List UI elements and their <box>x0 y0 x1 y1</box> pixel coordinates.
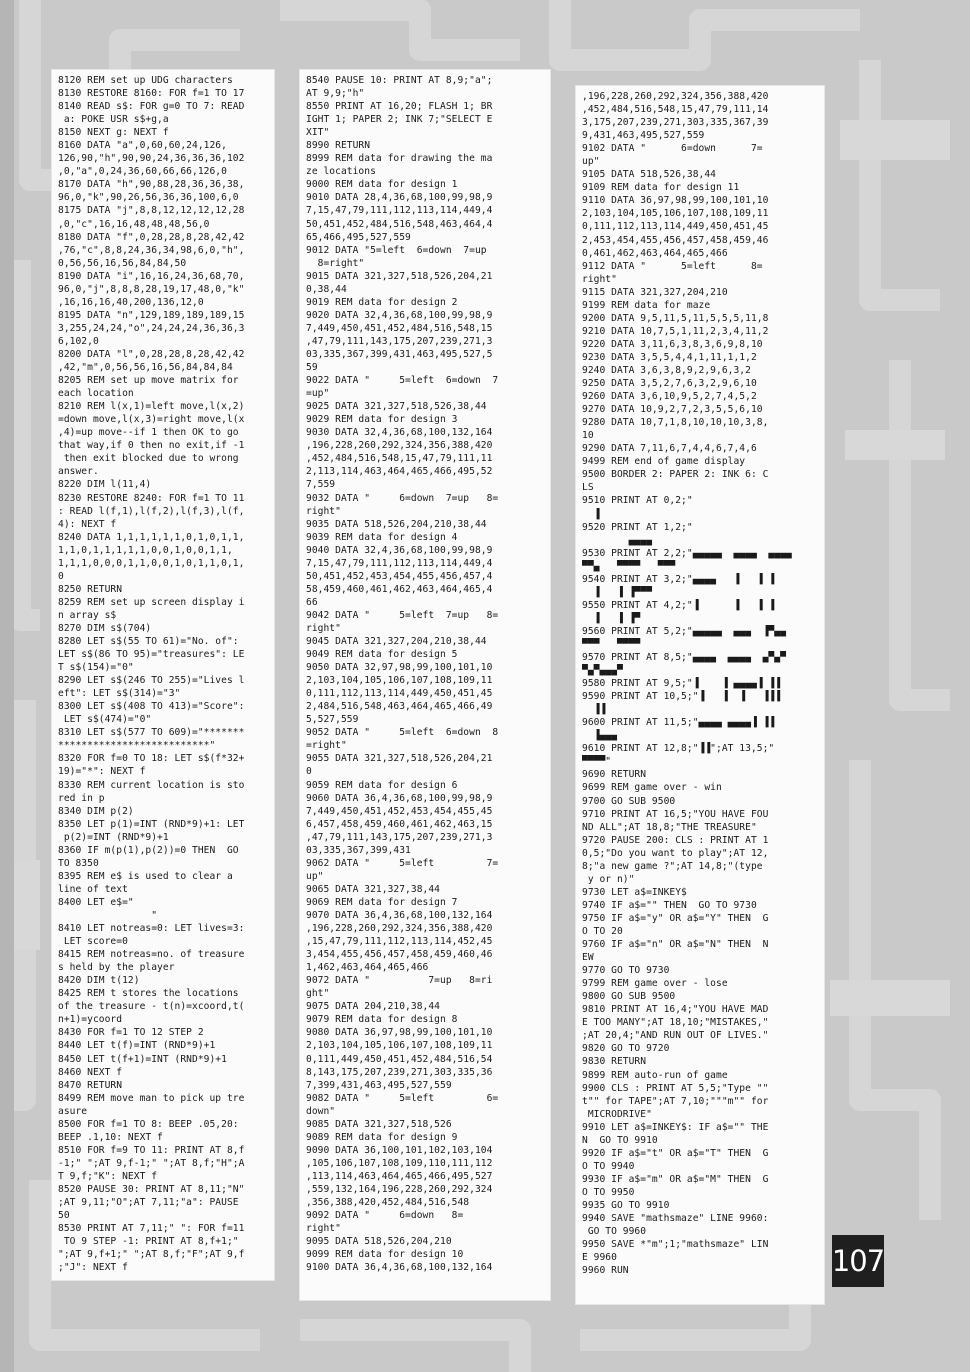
code-line: 9059 REM data for design 6 <box>306 779 458 791</box>
code-line: XIT" <box>306 127 330 139</box>
code-line: 7,449,450,451,452,484,516,548,15 <box>306 322 493 334</box>
code-line: 8230 RESTORE 8240: FOR f=1 TO 11 <box>58 492 245 504</box>
code-line: ,0,"a",0,24,36,60,66,66,126,0 <box>58 166 227 178</box>
code-line: ,0,"c",16,16,48,48,48,56,0 <box>58 218 210 230</box>
code-line: 9910 LET a$=INKEY$: IF a$="" THE <box>582 1121 769 1133</box>
code-line: ND ALL";AT 18,8;"THE TREASURE" <box>582 821 757 833</box>
code-line: 9,431,463,495,527,559 <box>582 130 705 142</box>
code-line: E TOO MANY";AT 18,10;"MISTAKES," <box>582 1017 769 1029</box>
code-line: 9900 CLS : PRINT AT 5,5;"Type "" <box>582 1082 769 1094</box>
code-line: 8400 LET e$=" <box>58 896 134 908</box>
code-line: 9950 SAVE *"m";1;"mathsmaze" LIN <box>582 1239 769 1251</box>
code-line: 9699 REM game over - win <box>582 782 722 794</box>
code-line: 8499 REM move man to pick up tre <box>58 1092 245 1104</box>
code-line: E 9960 <box>582 1252 617 1264</box>
code-line: 9040 DATA 32,4,36,68,100,99,98,9 <box>306 544 493 556</box>
code-line: 9610 PRINT AT 12,8;"▐▐";AT 13,5;" <box>582 743 775 755</box>
code-line: 9100 DATA 36,4,36,68,100,132,164 <box>306 1262 493 1274</box>
code-line: 6,457,458,459,460,461,462,463,15 <box>306 818 493 830</box>
code-line: LET score=0 <box>58 936 128 948</box>
code-line: 03,335,367,399,431,463,495,527,5 <box>306 348 493 360</box>
code-line: 9000 REM data for design 1 <box>306 179 458 191</box>
code-line: 9105 DATA 518,526,38,44 <box>582 169 716 181</box>
code-line: p(2)=INT (RND*9)+1 <box>58 831 169 843</box>
code-line: 1,1,0,1,1,1,1,1,0,0,1,0,0,1,1, <box>58 544 233 556</box>
code-line: eft": LET s$(314)="3" <box>58 688 181 700</box>
code-line: 8,143,175,207,239,271,303,335,36 <box>306 1066 493 1078</box>
code-line: 9042 DATA " 5=left 7=up 8= <box>306 609 499 621</box>
code-line: 9600 PRINT AT 11,5;"▄▄▄▄ ▄▄▄▄▐ ▐▐ <box>582 717 775 729</box>
code-line: 9039 REM data for design 4 <box>306 531 458 543</box>
code-line: IGHT 1; PAPER 2; INK 7;"SELECT E <box>306 114 493 126</box>
code-line: 9070 DATA 36,4,36,68,100,132,164 <box>306 910 493 921</box>
code-line: 2,113,114,463,464,465,466,495,52 <box>306 466 493 478</box>
code-line: 2,484,516,548,463,464,465,466,49 <box>306 701 493 713</box>
code-line: up" <box>582 156 600 168</box>
code-line: 9240 DATA 3,6,3,8,9,2,9,6,3,2 <box>582 364 751 376</box>
code-line: ,196,228,260,292,324,356,388,420 <box>582 91 769 102</box>
code-line: ▐ <box>582 508 600 520</box>
code-line: ▀▄▀▄▄▄▀ <box>582 665 623 677</box>
code-line: 9062 DATA " 5=left 7= <box>306 857 499 869</box>
code-line: 8330 REM current location is sto <box>58 779 245 791</box>
code-line: 8990 RETURN <box>306 140 371 152</box>
code-line: 7,399,431,463,495,527,559 <box>306 1079 452 1091</box>
code-line: 8520 PAUSE 30: PRINT AT 8,11;"N" <box>58 1183 245 1195</box>
code-line: 9109 REM data for design 11 <box>582 182 740 194</box>
code-line: 9560 PRINT AT 5,2;"▄▄▄▄▄ ▄▄▄ ▐▀▄▄ <box>582 625 786 637</box>
code-line: 9930 IF a$="m" OR a$="M" THEN G <box>582 1173 769 1185</box>
page-number: 107 <box>832 1235 884 1287</box>
code-line: 9280 DATA 10,7,1,8,10,10,10,3,8, <box>582 417 769 429</box>
code-line: 8250 RETURN <box>58 583 123 595</box>
code-line: ,452,484,516,548,15,47,79,111,11 <box>306 453 493 465</box>
code-line: 3,175,207,239,271,303,335,367,39 <box>582 117 769 129</box>
code-line: 9580 PRINT AT 9,5;"▐ ▐ ▄▄▄▄▐ ▐▐ <box>582 678 781 690</box>
code-line: 8270 DIM s$(704) <box>58 622 152 634</box>
code-line: 9510 PRINT AT 0,2;" <box>582 495 693 507</box>
listing-column-2 <box>300 70 550 1300</box>
code-line: 9230 DATA 3,5,5,4,4,1,11,1,1,2 <box>582 351 757 363</box>
code-line: 9550 PRINT AT 4,2;"▐ ▐ ▐ ▐ <box>582 599 775 611</box>
code-line: 9020 DATA 32,4,36,68,100,99,98,9 <box>306 309 493 321</box>
listing-column-1 <box>52 70 274 1280</box>
code-line: 9080 DATA 36,97,98,99,100,101,10 <box>306 1027 493 1039</box>
code-line: 8300 LET s$(408 TO 413)="Score": <box>58 701 245 713</box>
code-line: O TO 9950 <box>582 1186 635 1198</box>
code-line: 9115 DATA 321,327,204,210 <box>582 286 728 298</box>
code-line: 9049 REM data for design 5 <box>306 649 458 661</box>
code-line: 0,5;"Do you want to play";AT 12, <box>582 847 769 859</box>
code-line: ,196,228,260,292,324,356,388,420 <box>306 923 493 935</box>
code-line: 8310 LET s$(577 TO 609)="******* <box>58 727 245 739</box>
code-line: N GO TO 9910 <box>582 1134 658 1146</box>
code-line: ▐ ▐ ▐▀▀▀ <box>582 586 652 598</box>
code-line: T 9,f;"K": NEXT f <box>58 1170 158 1182</box>
code-line: 3,454,455,456,457,458,459,460,46 <box>306 949 493 961</box>
code-line: 9820 GO TO 9720 <box>582 1043 670 1055</box>
code-line: 8999 REM data for drawing the ma <box>306 153 493 165</box>
code-line: ,559,132,164,196,228,260,292,324 <box>306 1183 493 1195</box>
code-line: red in p <box>58 792 105 804</box>
code-line: ght" <box>306 988 330 1000</box>
code-line: O TO 20 <box>582 926 623 937</box>
code-line: ,105,106,107,108,109,110,111,112 <box>306 1157 493 1169</box>
code-line: 65,466,495,527,559 <box>306 231 411 243</box>
code-line: 8350 LET p(1)=INT (RND*9)+1: LET <box>58 818 245 830</box>
code-line: 9112 DATA " 5=left 8= <box>582 260 763 272</box>
code-line: 96,0,"j",8,8,8,28,19,17,48,0,"k" <box>58 283 245 295</box>
code-line: 9730 LET a$=INKEY$ <box>582 886 687 898</box>
code-line: 9740 IF a$="" THEN GO TO 9730 <box>582 899 757 911</box>
code-line: that way,if 0 then no exit,if -1 <box>58 440 245 452</box>
code-line: =right" <box>306 740 347 752</box>
code-line: 9290 DATA 7,11,6,7,4,4,6,7,4,6 <box>582 443 757 455</box>
code-line: 6,102,0 <box>58 335 99 347</box>
code-line: 8190 DATA "i",16,16,24,36,68,70, <box>58 270 245 282</box>
code-line: 0,38,44 <box>306 283 347 295</box>
code-line: right" <box>582 273 617 285</box>
code-line: 8320 FOR f=0 TO 18: LET s$(f*32+ <box>58 753 245 765</box>
code-line: 9220 DATA 3,11,6,3,8,3,6,9,8,10 <box>582 338 763 350</box>
code-line: 9690 RETURN <box>582 769 647 781</box>
code-line: 8175 DATA "j",8,8,12,12,12,12,28 <box>58 205 245 217</box>
code-line: 0,111,112,113,114,449,450,451,45 <box>582 221 769 233</box>
code-line: of the treasure - t(n)=xcoord,t( <box>58 1001 245 1013</box>
code-line: 8410 LET notreas=0: LET lives=3: <box>58 923 245 935</box>
code-line: 8195 DATA "n",129,189,189,189,15 <box>58 309 245 321</box>
code-line: 8540 PAUSE 10: PRINT AT 8,9;"a"; <box>306 75 493 86</box>
code-line: 9099 REM data for design 10 <box>306 1249 464 1261</box>
code-line: 2,103,104,105,106,107,108,109,11 <box>306 1040 493 1052</box>
code-line: 9052 DATA " 5=left 6=down 8 <box>306 727 499 739</box>
code-line: 9029 REM data for design 3 <box>306 414 458 426</box>
code-line: 0,111,112,113,114,449,450,451,45 <box>306 688 493 700</box>
code-line: n array s$ <box>58 609 117 621</box>
code-line: 7,559 <box>306 479 336 491</box>
code-line: 8415 REM notreas=no. of treasure <box>58 949 245 961</box>
code-line: 59 <box>306 362 318 374</box>
code-line: answer. <box>58 466 99 478</box>
code-line: 8;"a new game ?";AT 14,8;"(type <box>582 860 763 872</box>
code-line: 9830 RETURN <box>582 1056 647 1068</box>
code-line: 9530 PRINT AT 2,2;"▄▄▄▄▄ ▄▄▄▄ ▄▄▄▄ <box>582 547 792 559</box>
code-line: right" <box>306 505 341 517</box>
code-line: GO TO 9960 <box>582 1226 647 1238</box>
code-line: 9500 BORDER 2: PAPER 2: INK 6: C <box>582 469 769 481</box>
code-line: 9760 IF a$="n" OR a$="N" THEN N <box>582 939 769 951</box>
code-line: ,47,79,111,143,175,207,239,271,3 <box>306 831 493 843</box>
code-line: " <box>58 910 158 921</box>
code-line: 9030 DATA 32,4,36,68,100,132,164 <box>306 427 493 439</box>
code-line: 9032 DATA " 6=down 7=up 8= <box>306 492 499 504</box>
code-line: y or n)" <box>582 873 635 885</box>
code-line: T s$(154)="0" <box>58 662 134 674</box>
code-line: 0 <box>306 766 312 778</box>
code-line: TO 8350 <box>58 857 99 869</box>
code-line: 9200 DATA 9,5,11,5,11,5,5,5,11,8 <box>582 312 769 324</box>
code-line: 9015 DATA 321,327,518,526,204,21 <box>306 270 493 282</box>
code-line: 50,451,452,484,516,548,463,464,4 <box>306 218 493 230</box>
code-line: ▀▀▀▀" <box>582 756 612 768</box>
code-line: 9920 IF a$="t" OR a$="T" THEN G <box>582 1147 769 1159</box>
code-line: 7,15,47,79,111,112,113,114,449,4 <box>306 557 493 569</box>
code-line: ,4)=up move--if 1 then OK to go <box>58 427 239 439</box>
code-line: ,76,"c",8,8,24,36,34,98,6,0,"h", <box>58 244 245 256</box>
code-line: : READ l(f,1),l(f,2),l(f,3),l(f, <box>58 505 245 517</box>
code-line: 66 <box>306 596 318 608</box>
code-line: LET s$(474)="0" <box>58 714 152 726</box>
code-line: =up" <box>306 388 330 400</box>
binding-edge <box>0 0 14 1372</box>
code-line: 9010 DATA 28,4,36,68,100,99,98,9 <box>306 192 493 204</box>
code-line: 8425 REM t stores the locations <box>58 988 239 1000</box>
code-line: 2,103,104,105,106,107,108,109,11 <box>582 208 769 220</box>
code-line: 9540 PRINT AT 3,2;"▄▄▄▄ ▐ ▐ ▐ <box>582 573 775 585</box>
code-line: EW <box>582 952 594 964</box>
code-line: 0,111,449,450,451,452,484,516,54 <box>306 1053 493 1065</box>
code-line: asure <box>58 1105 88 1117</box>
code-line: 8205 REM set up move matrix for <box>58 375 239 387</box>
code-line: 8450 LET t(f+1)=INT (RND*9)+1 <box>58 1053 227 1065</box>
code-line: 8470 RETURN <box>58 1079 123 1091</box>
code-line: 8530 PRINT AT 7,11;" ": FOR f=11 <box>58 1223 245 1235</box>
code-line: 0 <box>58 570 64 582</box>
code-line: 9799 REM game over - lose <box>582 978 728 990</box>
code-line: 1,1,1,0,0,0,1,1,0,0,1,0,1,1,0,1, <box>58 557 245 569</box>
code-line: 8130 RESTORE 8160: FOR f=1 TO 17 <box>58 88 245 100</box>
code-line: LET s$(86 TO 95)="treasures": LE <box>58 649 245 661</box>
code-line: 03,335,367,399,431 <box>306 844 411 856</box>
code-line: then exit blocked due to wrong <box>58 453 239 465</box>
code-line: 9570 PRINT AT 8,5;"▄▄▄▄ ▄▄▄▄ ▄▀▄▀ <box>582 652 786 664</box>
code-line: 58,459,460,461,462,463,464,465,4 <box>306 583 493 595</box>
code-line: right" <box>306 622 341 634</box>
code-line: 9940 SAVE "mathsmaze" LINE 9960: <box>582 1213 769 1225</box>
code-line: a: POKE USR s$+g,a <box>58 114 169 126</box>
code-line: ,47,79,111,143,175,207,239,271,3 <box>306 335 493 347</box>
code-line: 9590 PRINT AT 10,5;"▐ ▐ ▐ ▐▐▐ <box>582 691 781 703</box>
code-line: ,356,388,420,452,484,516,548 <box>306 1197 470 1209</box>
code-line: 4): NEXT f <box>58 518 117 530</box>
code-line: 8210 REM l(x,1)=left move,l(x,2) <box>58 401 245 413</box>
code-line: 9089 REM data for design 9 <box>306 1131 458 1143</box>
code-line: s held by the player <box>58 962 175 974</box>
code-line: 8259 REM set up screen display i <box>58 596 245 608</box>
code-line: 9092 DATA " 6=down 8= <box>306 1210 464 1222</box>
code-line: 9499 REM end of game display <box>582 456 746 468</box>
code-line: 9035 DATA 518,526,204,210,38,44 <box>306 518 487 530</box>
code-line: 8280 LET s$(55 TO 61)="No. of": <box>58 636 239 648</box>
code-line: 9085 DATA 321,327,518,526 <box>306 1118 452 1130</box>
code-line: down" <box>306 1105 336 1117</box>
code-line: 9050 DATA 32,97,98,99,100,101,10 <box>306 662 493 674</box>
code-line: 8120 REM set up UDG characters <box>58 75 233 86</box>
code-line: 10 <box>582 430 594 442</box>
code-line: 5,527,559 <box>306 714 359 726</box>
code-line: 50,451,452,453,454,455,456,457,4 <box>306 570 493 582</box>
code-line: 9199 REM data for maze <box>582 299 711 311</box>
code-line: 8180 DATA "f",0,28,28,8,28,42,42 <box>58 231 245 243</box>
code-line: 0,56,56,16,56,84,84,50 <box>58 257 187 269</box>
code-line: 9720 PAUSE 200: CLS : PRINT AT 1 <box>582 834 769 846</box>
code-line: BEEP .1,10: NEXT f <box>58 1131 163 1143</box>
code-line: ,15,47,79,111,112,113,114,452,45 <box>306 936 493 948</box>
code-line: 9700 GO SUB 9500 <box>582 795 676 807</box>
code-line: 50 <box>58 1210 70 1222</box>
code-line: 9072 DATA " 7=up 8=ri <box>306 975 493 987</box>
code-line: 9810 PRINT AT 16,4;"YOU HAVE MAD <box>582 1004 769 1016</box>
code-line: 9770 GO TO 9730 <box>582 965 670 977</box>
code-line: 8=right" <box>306 257 365 269</box>
code-line: 9800 GO SUB 9500 <box>582 991 676 1003</box>
code-line: 2,453,454,455,456,457,458,459,46 <box>582 234 769 246</box>
code-line: **************************" <box>58 740 216 752</box>
code-line: 8460 NEXT f <box>58 1066 123 1078</box>
code-line: 9102 DATA " 6=down 7= <box>582 143 763 155</box>
code-line: 9019 REM data for design 2 <box>306 296 458 308</box>
code-line: ,42,"m",0,56,56,16,56,84,84,84 <box>58 362 233 374</box>
code-line: ▀▀▀ ▀▀▀▀ <box>582 638 641 650</box>
code-line: O TO 9940 <box>582 1160 635 1172</box>
code-line: 8420 DIM t(12) <box>58 975 140 987</box>
code-line: AT 9,9;"h" <box>306 88 365 100</box>
code-line: 9520 PRINT AT 1,2;" <box>582 521 693 533</box>
code-line: 96,0,"k",90,26,56,36,36,100,6,0 <box>58 192 239 204</box>
code-line: 8170 DATA "h",90,88,28,36,36,38, <box>58 179 245 191</box>
code-line: 9710 PRINT AT 16,5;"YOU HAVE FOU <box>582 808 769 820</box>
code-line: 126,90,"h",90,90,24,36,36,36,102 <box>58 153 245 165</box>
code-line: 8430 FOR f=1 TO 12 STEP 2 <box>58 1027 204 1039</box>
code-line: each location <box>58 388 134 400</box>
code-line: ▄▄▄▄ <box>582 534 652 546</box>
code-line: 9025 DATA 321,327,518,526,38,44 <box>306 401 487 413</box>
code-line: n+1)=ycoord <box>58 1014 123 1026</box>
code-line: 1,462,463,464,465,466 <box>306 962 429 974</box>
code-line: 9069 REM data for design 7 <box>306 896 458 908</box>
code-line: LS <box>582 482 594 494</box>
code-line: ▐▐ <box>582 704 606 716</box>
code-line: ,16,16,16,40,200,136,12,0 <box>58 296 204 308</box>
code-line: 8340 DIM p(2) <box>58 805 134 817</box>
listing-column-3 <box>576 86 824 1304</box>
code-line: 8395 REM e$ is used to clear a <box>58 870 233 882</box>
code-line: 2,103,104,105,106,107,108,109,11 <box>306 675 493 687</box>
code-line: 9750 IF a$="y" OR a$="Y" THEN G <box>582 912 769 924</box>
code-line: ,452,484,516,548,15,47,79,111,14 <box>582 104 769 116</box>
code-line: 9260 DATA 3,6,10,9,5,2,7,4,5,2 <box>582 391 757 403</box>
code-line: 9250 DATA 3,5,2,7,6,3,2,9,6,10 <box>582 378 757 390</box>
code-line: 8160 DATA "a",0,60,60,24,126, <box>58 140 227 152</box>
code-line: -1;" ";AT 9,f-1;" ";AT 8,f;"H";A <box>58 1157 245 1169</box>
code-line: ▐▄▄▄ <box>582 730 617 742</box>
code-line: up" <box>306 870 324 882</box>
code-line: ze locations <box>306 166 376 178</box>
code-line: 8510 FOR f=9 TO 11: PRINT AT 8,f <box>58 1144 245 1156</box>
code-line: 9079 REM data for design 8 <box>306 1014 458 1026</box>
code-line: 3,255,24,24,"o",24,24,24,36,36,3 <box>58 322 245 334</box>
code-line: ▐ ▐ ▐▀ <box>582 612 641 624</box>
code-line: ";AT 9,f+1;" ";AT 8,f;"F";AT 9,f <box>58 1249 245 1261</box>
code-line: 9045 DATA 321,327,204,210,38,44 <box>306 636 487 648</box>
code-line: MICRODRIVE" <box>582 1108 652 1120</box>
code-line: 7,15,47,79,111,112,113,114,449,4 <box>306 205 493 217</box>
code-line: ,196,228,260,292,324,356,388,420 <box>306 440 493 452</box>
code-line: right" <box>306 1223 341 1235</box>
code-line: 8150 NEXT g: NEXT f <box>58 127 169 139</box>
code-line: 7,449,450,451,452,453,454,455,45 <box>306 805 493 817</box>
code-line: 9075 DATA 204,210,38,44 <box>306 1001 440 1013</box>
code-line: 9899 REM auto-run of game <box>582 1069 728 1081</box>
code-line: 9110 DATA 36,97,98,99,100,101,10 <box>582 195 769 207</box>
code-line: ;"J": NEXT f <box>58 1262 128 1274</box>
code-line: ;AT 9,11;"O";AT 7,11;"a": PAUSE <box>58 1197 239 1209</box>
code-line: 9960 RUN <box>582 1265 629 1277</box>
code-line: 8290 LET s$(246 TO 255)="Lives l <box>58 675 245 687</box>
code-line: 8550 PRINT AT 16,20; FLASH 1; BR <box>306 101 493 113</box>
code-line: 8140 READ s$: FOR g=0 TO 7: READ <box>58 101 245 113</box>
code-line: 8220 DIM l(11,4) <box>58 479 152 491</box>
code-line: 8200 DATA "l",0,28,28,8,28,42,42 <box>58 348 245 360</box>
code-line: ;AT 20,4;"AND RUN OUT OF LIVES." <box>582 1030 769 1042</box>
code-line: 0,461,462,463,464,465,466 <box>582 247 728 259</box>
code-line: ,113,114,463,464,465,466,495,527 <box>306 1170 493 1182</box>
code-line: 9012 DATA "5=left 6=down 7=up <box>306 244 487 256</box>
code-line: 8240 DATA 1,1,1,1,1,1,0,1,0,1,1, <box>58 531 245 543</box>
code-line: 9055 DATA 321,327,518,526,204,21 <box>306 753 493 765</box>
code-line: line of text <box>58 883 128 895</box>
code-line: t"" for TAPE";AT 7,10;"""m"" for <box>582 1095 769 1107</box>
code-line: TO 9 STEP -1: PRINT AT 8,f+1;" <box>58 1236 239 1248</box>
code-line: 19)="*": NEXT f <box>58 766 146 778</box>
code-line: 9210 DATA 10,7,5,1,11,2,3,4,11,2 <box>582 325 769 337</box>
code-line: =down move,l(x,3)=right move,l(x <box>58 414 245 426</box>
code-line: 9065 DATA 321,327,38,44 <box>306 883 440 895</box>
code-line: 9022 DATA " 5=left 6=down 7 <box>306 375 499 387</box>
code-line: ▀▀▄ ▀▀▀▀ ▀▀▀ <box>582 560 676 572</box>
code-line: 9060 DATA 36,4,36,68,100,99,98,9 <box>306 792 493 804</box>
code-line: 8360 IF m(p(1),p(2))=0 THEN GO <box>58 844 239 856</box>
code-line: 9270 DATA 10,9,2,7,2,3,5,5,6,10 <box>582 404 763 416</box>
code-line: 9935 GO TO 9910 <box>582 1199 670 1211</box>
code-line: 9095 DATA 518,526,204,210 <box>306 1236 452 1248</box>
code-line: 9082 DATA " 5=left 6= <box>306 1092 499 1104</box>
code-line: 9090 DATA 36,100,101,102,103,104 <box>306 1144 493 1156</box>
code-line: 8440 LET t(f)=INT (RND*9)+1 <box>58 1040 216 1052</box>
code-line: 8500 FOR f=1 TO 8: BEEP .05,20: <box>58 1118 239 1130</box>
